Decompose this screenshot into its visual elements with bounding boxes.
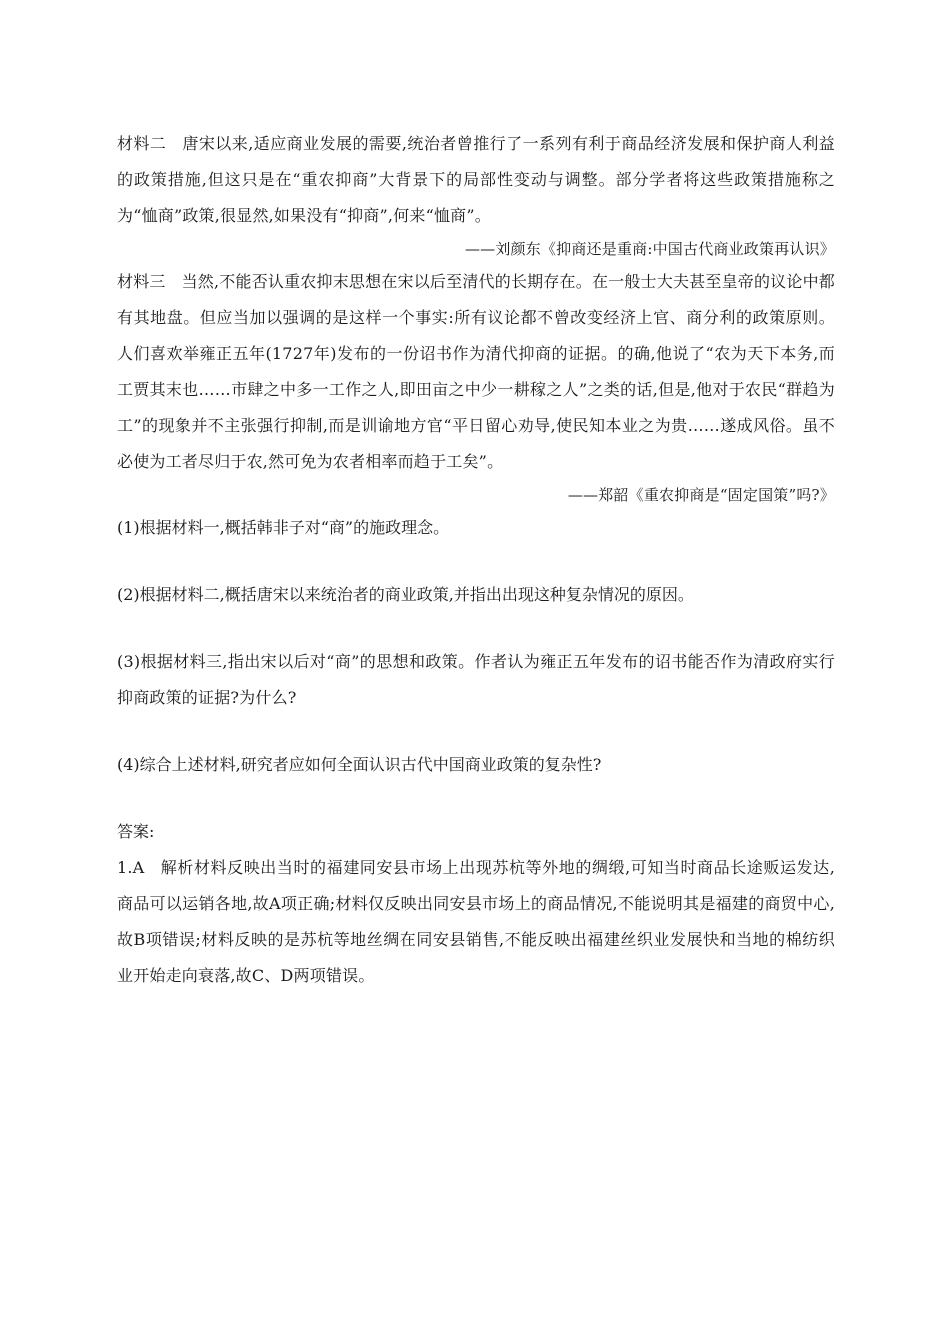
material-three-source: ——郑韶《重农抑商是“固定国策”吗?》 xyxy=(567,486,835,504)
document-page xyxy=(117,126,835,994)
material-two-label: 材料二 xyxy=(117,134,167,153)
material-three-label: 材料三 xyxy=(117,272,166,291)
question-1: (1)根据材料一,概括韩非子对“商”的施政理念。 xyxy=(117,518,450,537)
answer-space-2 xyxy=(117,613,835,644)
answer-item-1-label: 1.A xyxy=(117,858,145,877)
material-three-paragraph xyxy=(117,264,835,480)
question-3: (3)根据材料三,指出宋以后对“商”的思想和政策。作者认为雍正五年发布的诏书能否作为清政府实行抑商政策的证据?为什么? xyxy=(117,652,835,707)
material-two-source: ——刘颜东《抑商还是重商:中国古代商业政策再认识》 xyxy=(464,240,835,258)
material-two-paragraph xyxy=(117,126,835,234)
material-three-text: 当然,不能否认重农抑末思想在宋以后至清代的长期存在。在一般士大夫甚至皇帝的议论中都有其地盘。但应当加以强调的是这样一个事实:所有议论都不曾改变经济上官、商分利的政策原则。人们喜欢举雍正五年(1727年)发布的一份诏书作为清代抑商的证据。的确,他说了“农为天下本务,而工贾其末也……市肆之中多一工作之人,即田亩之中少一耕稼之人”之类的话,但是,他对于农民“群趋为工”的现象并不主张强行抑制,而是训谕地方官“平日留心劝导,使民知本业之为贵……遂成风俗。虽不必使为工者尽归于农,然可免为农者相率而趋于工矣”。 xyxy=(117,272,835,471)
answer-item-1-text: 解析材料反映出当时的福建同安县市场上出现苏杭等外地的绸缎,可知当时商品长途贩运发达,商品可以运销各地,故A项正确;材料仅反映出同安县市场上的商品情况,不能说明其是福建的商贸中心,故B项错误;材料反映的是苏杭等地丝绸在同安县销售,不能反映出福建丝织业发展快和当地的棉纺织业开始走向衰落,故C、D两项错误。 xyxy=(117,858,835,985)
answers-heading: 答案: xyxy=(117,822,155,841)
question-2: (2)根据材料二,概括唐宋以来统治者的商业政策,并指出出现这种复杂情况的原因。 xyxy=(117,585,694,604)
question-4: (4)综合上述材料,研究者应如何全面认识古代中国商业政策的复杂性? xyxy=(117,755,602,774)
answer-space-4 xyxy=(117,783,835,814)
answer-item-1 xyxy=(117,850,835,994)
answer-space-3 xyxy=(117,716,835,747)
material-two-text: 唐宋以来,适应商业发展的需要,统治者曾推行了一系列有利于商品经济发展和保护商人利益的政策措施,但这只是在“重农抑商”大背景下的局部性变动与调整。部分学者将这些政策措施称之为“恤商”政策,很显然,如果没有“抑商”,何来“恤商”。 xyxy=(117,134,835,225)
answer-space-1 xyxy=(117,546,835,577)
